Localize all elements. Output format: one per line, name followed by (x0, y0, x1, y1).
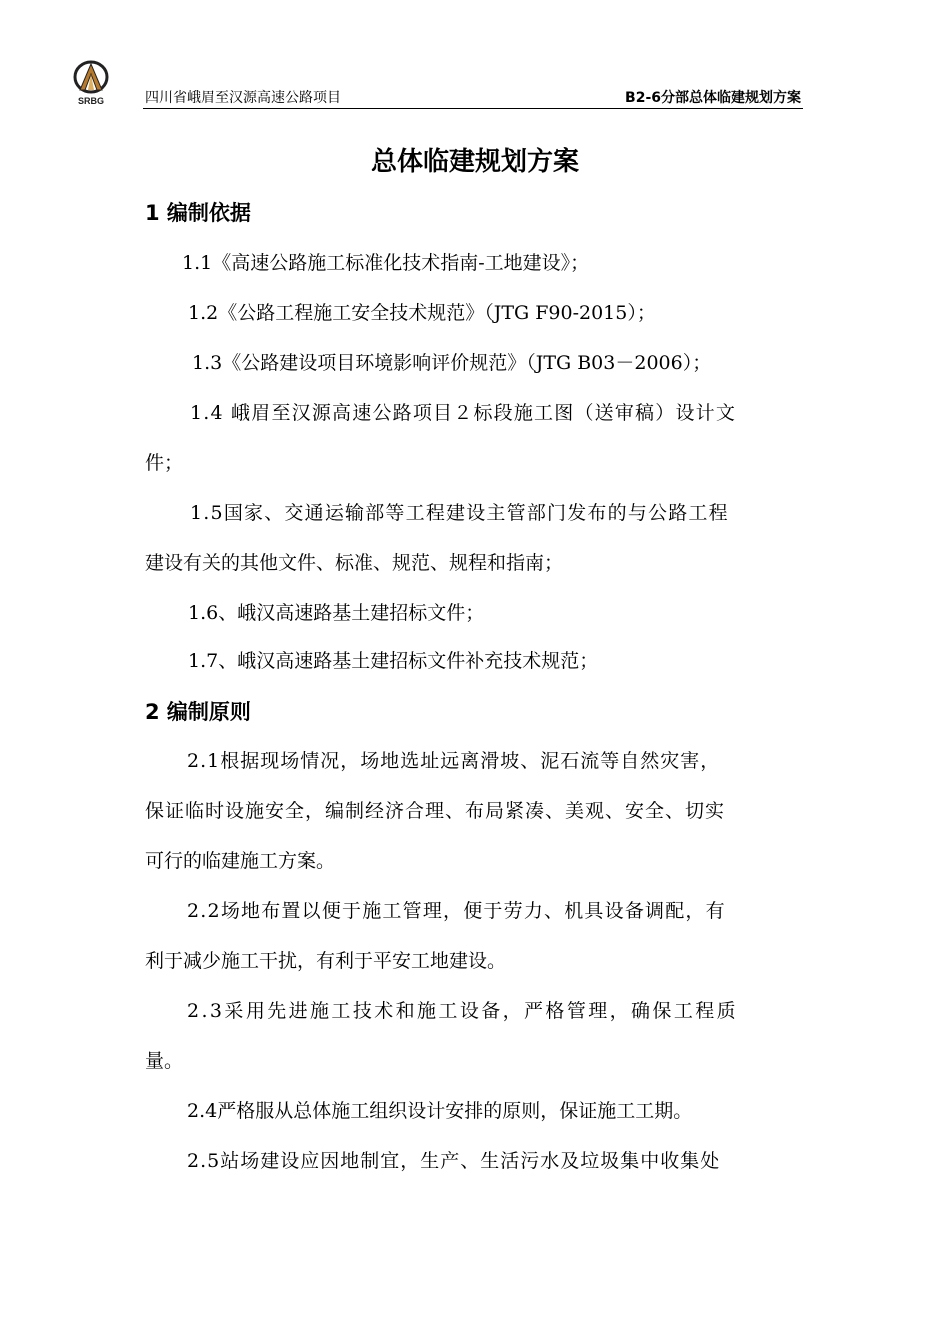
svg-text:SRBG: SRBG (77, 96, 105, 106)
list-item: 2.5站场建设应因地制宜，生产、生活污水及垃圾集中收集处 (187, 1150, 721, 1172)
section-heading: 2 编制原则 (145, 700, 251, 724)
list-item: 1.3《公路建设项目环境影响评价规范》（JTG B03－2006）； (192, 352, 712, 374)
page-header (143, 88, 803, 109)
section-heading: 1 编制依据 (145, 201, 251, 225)
list-item: 1.2《公路工程施工安全技术规范》（JTG F90-2015）； (188, 302, 656, 324)
header-project-name: 四川省峨眉至汉源高速公路项目 (145, 90, 341, 106)
list-item: 1.5国家、交通运输部等工程建设主管部门发布的与公路工程 建设有关的其他文件、标准、规范、规程和指南； (145, 502, 729, 574)
company-logo (67, 58, 115, 106)
list-item: 1.6、峨汉高速路基土建招标文件； (188, 602, 485, 624)
list-item: 2.4严格服从总体施工组织设计安排的原则，保证施工工期。 (187, 1100, 693, 1122)
list-item: 2.3采用先进施工技术和施工设备，严格管理，确保工程质 量。 (145, 1000, 739, 1072)
header-document-name: B2-6分部总体临建规划方案 (625, 90, 801, 106)
list-item: 2.2场地布置以便于施工管理，便于劳力、机具设备调配，有 利于减少施工干扰，有利于平安工地建设。 (145, 900, 726, 972)
list-item: 1.4 峨眉至汉源高速公路项目２标段施工图（送审稿）设计文 件； (145, 402, 737, 474)
list-item: 1.1《高速公路施工标准化技术指南-工地建设》； (182, 252, 590, 274)
list-item: 2.1根据现场情况，场地选址远离滑坡、泥石流等自然灾害， 保证临时设施安全，编制经济合理、布局紧凑、美观、安全、切实 可行的临建施工方案。 (145, 750, 726, 872)
document-title: 总体临建规划方案 (370, 147, 579, 177)
list-item: 1.7、峨汉高速路基土建招标文件补充技术规范； (188, 650, 599, 672)
